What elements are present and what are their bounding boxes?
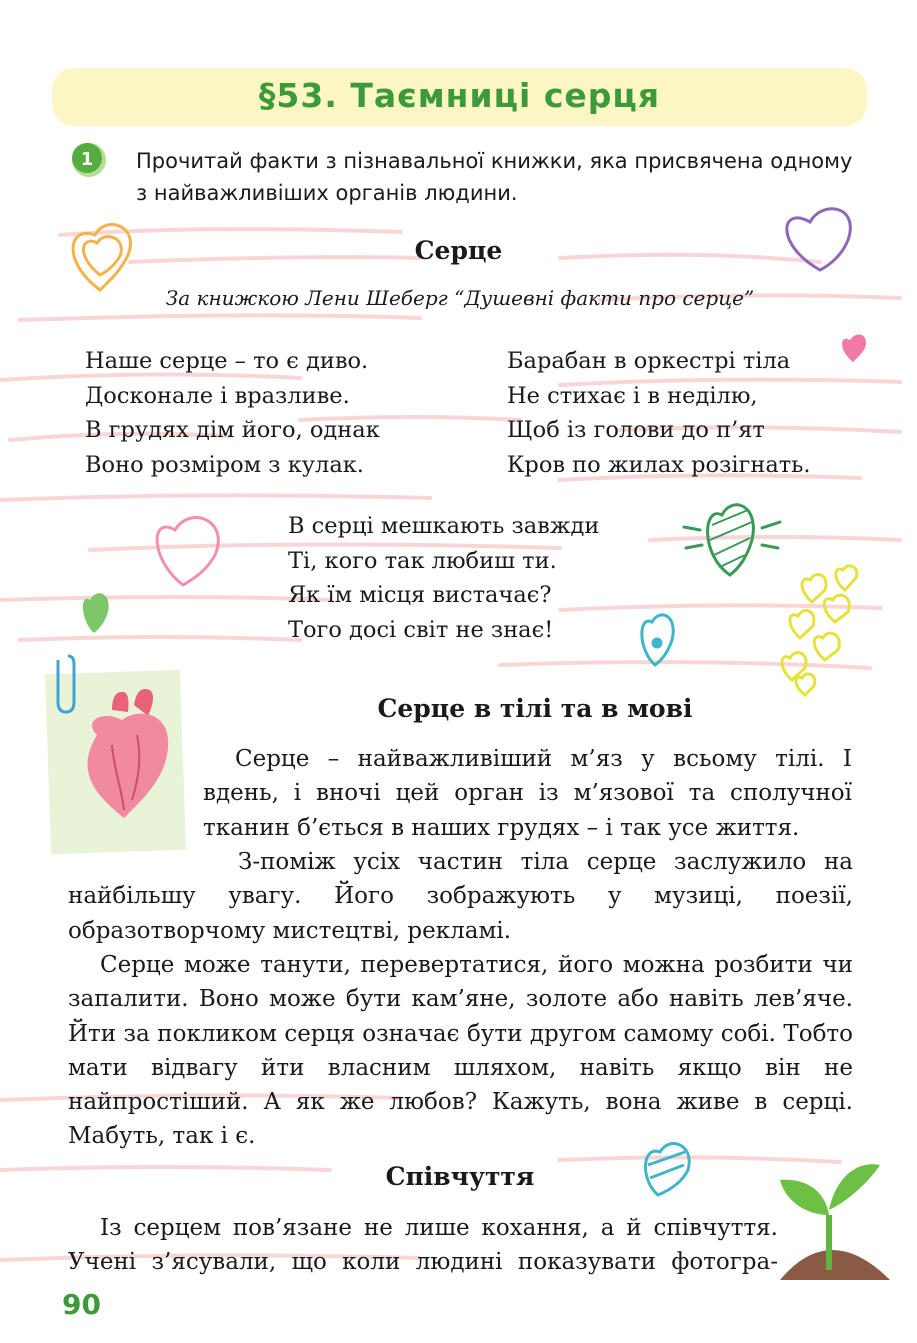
task-instruction: Прочитай факти з пізнавальної книжки, яка присвячена одному з найважливіших органів людини. xyxy=(136,149,853,205)
heart-outline-icon xyxy=(157,518,218,585)
paragraph: Серце – найважливіший м’яз у всьому тілі. І вдень, і вночі цей орган із м’язової та сполучної тканин б’ється в наших грудях – і так усе життя. xyxy=(203,746,852,841)
hearts-cluster-icon xyxy=(782,566,857,695)
book-attribution: За книжкою Лени Шеберг “Душевні факти про серце” xyxy=(165,286,755,310)
paragraph: З-поміж усіх частин тіла серце заслужило на найбільшу увагу. Його зображують у музиці, поезії, образотворчому мистецтві, рекламі. xyxy=(68,849,853,944)
paragraph: Серце може танути, перевертатися, його можна розбити чи запалити. Воно може бути кам’яне, золоте або навіть лев’яче. Йти за покликом серця означає бути другом самому собі. Тобто мати відвагу йти власним шляхом, навіть якщо він не найпростіший. А як же любов? Кажуть, вона живе в серці. Мабуть, так і є. xyxy=(68,952,853,1150)
section-title-heart-body-language: Серце в тілі та в мові xyxy=(377,694,693,723)
page-title: §53. Таємниці серця xyxy=(258,76,661,115)
poem-line: Не стихає і в неділю, xyxy=(507,382,758,409)
heart-icon xyxy=(842,334,866,362)
poem-stanza-right xyxy=(507,344,811,482)
paragraph: Із серцем пов’язане не лише кохання, а й співчуття. Учені з’ясували, що коли людині показувати фотогра- xyxy=(68,1215,778,1276)
poem-line: Ті, кого так любиш ти. xyxy=(288,547,557,574)
poem-line: Барабан в оркестрі тіла xyxy=(507,348,791,374)
poem-line: В грудях дім його, однак xyxy=(85,417,380,443)
poem-line: Досконале і вразливе. xyxy=(85,382,350,409)
poem-line: Кров по жилах розігнать. xyxy=(507,451,811,478)
task-number-badge xyxy=(70,140,108,178)
heart-icon xyxy=(83,593,109,633)
task-number: 1 xyxy=(80,149,94,170)
heart-lock-icon xyxy=(642,615,673,665)
poem-line: Воно розміром з кулак. xyxy=(85,451,364,478)
poem-stanza-center xyxy=(288,509,599,647)
anatomical-heart-icon xyxy=(42,650,202,860)
poem-line: Того досі світ не знає! xyxy=(288,616,554,643)
section-title-empathy: Співчуття xyxy=(385,1162,535,1191)
page-number: 90 xyxy=(62,1288,101,1321)
poem-line: Щоб із голови до п’ят xyxy=(507,417,765,443)
poem-line: Наше серце – то є диво. xyxy=(85,348,369,374)
section-title-heart: Серце xyxy=(414,236,503,265)
sprout-icon xyxy=(780,1164,890,1280)
poem-line: В серці мешкають завжди xyxy=(288,513,600,539)
poem-line: Як їм місця вистачає? xyxy=(288,582,552,608)
poem-stanza-left xyxy=(85,344,380,482)
